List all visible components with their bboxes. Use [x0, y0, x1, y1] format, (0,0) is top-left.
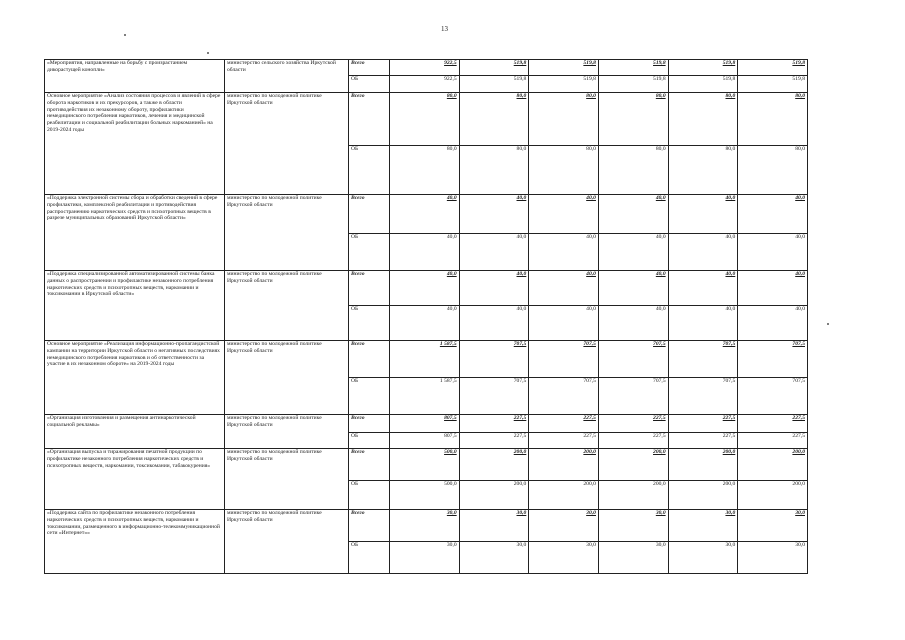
row-total [45, 510, 808, 542]
total-amount: 227,5 [738, 415, 808, 433]
total-amount: 40,0 [738, 195, 808, 234]
regional-amount: 519,8 [529, 76, 599, 93]
source-regional-label: ОБ [349, 542, 390, 574]
responsible-executor: министерство по молодежной политике Иркутской области [225, 271, 349, 341]
regional-amount: 80,0 [738, 146, 808, 195]
regional-amount: 200,0 [668, 481, 738, 510]
budget-table [44, 59, 808, 574]
regional-amount: 40,0 [529, 306, 599, 341]
regional-amount: 30,0 [668, 542, 738, 574]
activity-description: «Организация выпуска и тиражирования печатной продукции по профилактике незаконного потребления наркотических средств и психотропных веществ, наркомании, токсикомании, табакокурения» [45, 449, 225, 510]
regional-amount: 40,0 [390, 234, 460, 271]
source-regional-label: ОБ [349, 481, 390, 510]
total-amount: 30,0 [459, 510, 529, 542]
total-amount: 922,5 [390, 60, 460, 76]
regional-amount: 80,0 [598, 146, 668, 195]
regional-amount: 227,5 [529, 433, 599, 449]
total-amount: 40,0 [459, 195, 529, 234]
regional-amount: 40,0 [668, 306, 738, 341]
total-amount: 40,0 [390, 271, 460, 306]
total-amount: 30,0 [529, 510, 599, 542]
scan-speck [124, 34, 126, 36]
total-amount: 40,0 [598, 195, 668, 234]
total-amount: 40,0 [738, 271, 808, 306]
source-total-label: Всего [349, 510, 390, 542]
regional-amount: 30,0 [738, 542, 808, 574]
regional-amount: 40,0 [598, 306, 668, 341]
total-amount: 519,8 [529, 60, 599, 76]
source-regional-label: ОБ [349, 234, 390, 271]
regional-amount: 30,0 [529, 542, 599, 574]
regional-amount: 200,0 [459, 481, 529, 510]
row-total [45, 93, 808, 146]
total-amount: 80,0 [390, 93, 460, 146]
total-amount: 200,0 [668, 449, 738, 481]
total-amount: 227,5 [459, 415, 529, 433]
total-amount: 707,5 [738, 341, 808, 378]
regional-amount: 30,0 [459, 542, 529, 574]
row-total [45, 271, 808, 306]
regional-amount: 519,8 [459, 76, 529, 93]
source-regional-label: ОБ [349, 378, 390, 415]
regional-amount: 1 587,5 [390, 378, 460, 415]
total-amount: 500,0 [390, 449, 460, 481]
source-regional-label: ОБ [349, 433, 390, 449]
total-amount: 519,8 [668, 60, 738, 76]
total-amount: 707,5 [459, 341, 529, 378]
total-amount: 80,0 [668, 93, 738, 146]
regional-amount: 80,0 [529, 146, 599, 195]
total-amount: 80,0 [459, 93, 529, 146]
total-amount: 30,0 [738, 510, 808, 542]
row-total [45, 60, 808, 76]
total-amount: 30,0 [390, 510, 460, 542]
regional-amount: 707,5 [738, 378, 808, 415]
total-amount: 40,0 [390, 195, 460, 234]
responsible-executor: министерство по молодежной политике Иркутской области [225, 415, 349, 449]
activity-description: «Поддержка сайта по профилактике незаконного потребления наркотических средств и психотропных веществ, наркомании и токсикомании, размещенного в информационно-телекоммуникационной сети «Интернет»» [45, 510, 225, 574]
responsible-executor: министерство по молодежной политике Иркутской области [225, 195, 349, 271]
regional-amount: 30,0 [598, 542, 668, 574]
total-amount: 200,0 [459, 449, 529, 481]
regional-amount: 227,5 [738, 433, 808, 449]
responsible-executor: министерство по молодежной политике Иркутской области [225, 93, 349, 195]
total-amount: 227,5 [598, 415, 668, 433]
source-total-label: Всего [349, 341, 390, 378]
regional-amount: 519,8 [738, 76, 808, 93]
source-total-label: Всего [349, 271, 390, 306]
activity-description: Основное мероприятие «Реализация информационно-пропагандистской кампании на территории Иркутской области о негативных последствиях немедицинского потребления наркотиков и об ответственности за участие в их незаконном обороте» на 2019-2024 годы [45, 341, 225, 415]
responsible-executor: министерство по молодежной политике Иркутской области [225, 449, 349, 510]
source-regional-label: ОБ [349, 76, 390, 93]
total-amount: 519,8 [459, 60, 529, 76]
total-amount: 227,5 [668, 415, 738, 433]
regional-amount: 227,5 [459, 433, 529, 449]
total-amount: 707,5 [668, 341, 738, 378]
regional-amount: 707,5 [598, 378, 668, 415]
source-total-label: Всего [349, 195, 390, 234]
activity-description: «Поддержка электронной системы сбора и обработки сведений в сфере профилактики, комплексной реабилитации и противодействия распространению наркотических средств и психотропных веществ в разрезе муниципальных образований Иркутской области» [45, 195, 225, 271]
activity-description: «Поддержка специализированной автоматизированной системы банка данных о распространении и профилактике незаконного потребления наркотических средств и психотропных веществ, наркомании и токсикомании в Иркутской области» [45, 271, 225, 341]
activity-description: «Мероприятия, направленные на борьбу с произрастанием дикорастущей конопли» [45, 60, 225, 93]
total-amount: 30,0 [668, 510, 738, 542]
regional-amount: 80,0 [390, 146, 460, 195]
row-total [45, 195, 808, 234]
total-amount: 80,0 [738, 93, 808, 146]
regional-amount: 200,0 [598, 481, 668, 510]
responsible-executor: министерство по молодежной политике Иркутской области [225, 341, 349, 415]
regional-amount: 40,0 [459, 306, 529, 341]
total-amount: 519,8 [738, 60, 808, 76]
total-amount: 519,8 [598, 60, 668, 76]
responsible-executor: министерство сельского хозяйства Иркутской области [225, 60, 349, 93]
regional-amount: 80,0 [459, 146, 529, 195]
source-total-label: Всего [349, 415, 390, 433]
regional-amount: 40,0 [668, 234, 738, 271]
regional-amount: 227,5 [598, 433, 668, 449]
regional-amount: 922,5 [390, 76, 460, 93]
total-amount: 1 587,5 [390, 341, 460, 378]
responsible-executor: министерство по молодежной политике Иркутской области [225, 510, 349, 574]
regional-amount: 707,5 [459, 378, 529, 415]
total-amount: 40,0 [529, 271, 599, 306]
regional-amount: 80,0 [668, 146, 738, 195]
regional-amount: 40,0 [529, 234, 599, 271]
regional-amount: 519,8 [598, 76, 668, 93]
regional-amount: 807,5 [390, 433, 460, 449]
row-total [45, 449, 808, 481]
source-regional-label: ОБ [349, 146, 390, 195]
regional-amount: 40,0 [459, 234, 529, 271]
regional-amount: 519,8 [668, 76, 738, 93]
total-amount: 40,0 [529, 195, 599, 234]
total-amount: 807,5 [390, 415, 460, 433]
regional-amount: 40,0 [390, 306, 460, 341]
total-amount: 200,0 [529, 449, 599, 481]
regional-amount: 40,0 [738, 234, 808, 271]
total-amount: 30,0 [598, 510, 668, 542]
activity-description: Основное мероприятие «Анализ состояния процессов и явлений в сфере оборота наркотиков и их прекурсоров, а также в области противодействия их незаконному обороту, профилактики немедицинского потребления наркотиков, лечения и медицинской реабилитации и социальной реабилитации больных наркоманией» на 2019-2024 годы [45, 93, 225, 195]
source-regional-label: ОБ [349, 306, 390, 341]
regional-amount: 40,0 [738, 306, 808, 341]
regional-amount: 200,0 [738, 481, 808, 510]
activity-description: «Организация изготовления и размещения антинаркотической социальной рекламы» [45, 415, 225, 449]
total-amount: 40,0 [459, 271, 529, 306]
scan-speck [827, 323, 829, 325]
row-total [45, 415, 808, 433]
source-total-label: Всего [349, 93, 390, 146]
regional-amount: 30,0 [390, 542, 460, 574]
total-amount: 707,5 [529, 341, 599, 378]
total-amount: 80,0 [529, 93, 599, 146]
scan-speck [207, 52, 209, 54]
regional-amount: 227,5 [668, 433, 738, 449]
regional-amount: 40,0 [598, 234, 668, 271]
total-amount: 40,0 [668, 271, 738, 306]
total-amount: 40,0 [598, 271, 668, 306]
row-total [45, 341, 808, 378]
total-amount: 200,0 [598, 449, 668, 481]
page-number: 13 [441, 25, 448, 33]
total-amount: 80,0 [598, 93, 668, 146]
total-amount: 227,5 [529, 415, 599, 433]
regional-amount: 707,5 [668, 378, 738, 415]
regional-amount: 707,5 [529, 378, 599, 415]
total-amount: 200,0 [738, 449, 808, 481]
total-amount: 40,0 [668, 195, 738, 234]
regional-amount: 200,0 [529, 481, 599, 510]
total-amount: 707,5 [598, 341, 668, 378]
source-total-label: Всего [349, 449, 390, 481]
source-total-label: Всего [349, 60, 390, 76]
regional-amount: 500,0 [390, 481, 460, 510]
